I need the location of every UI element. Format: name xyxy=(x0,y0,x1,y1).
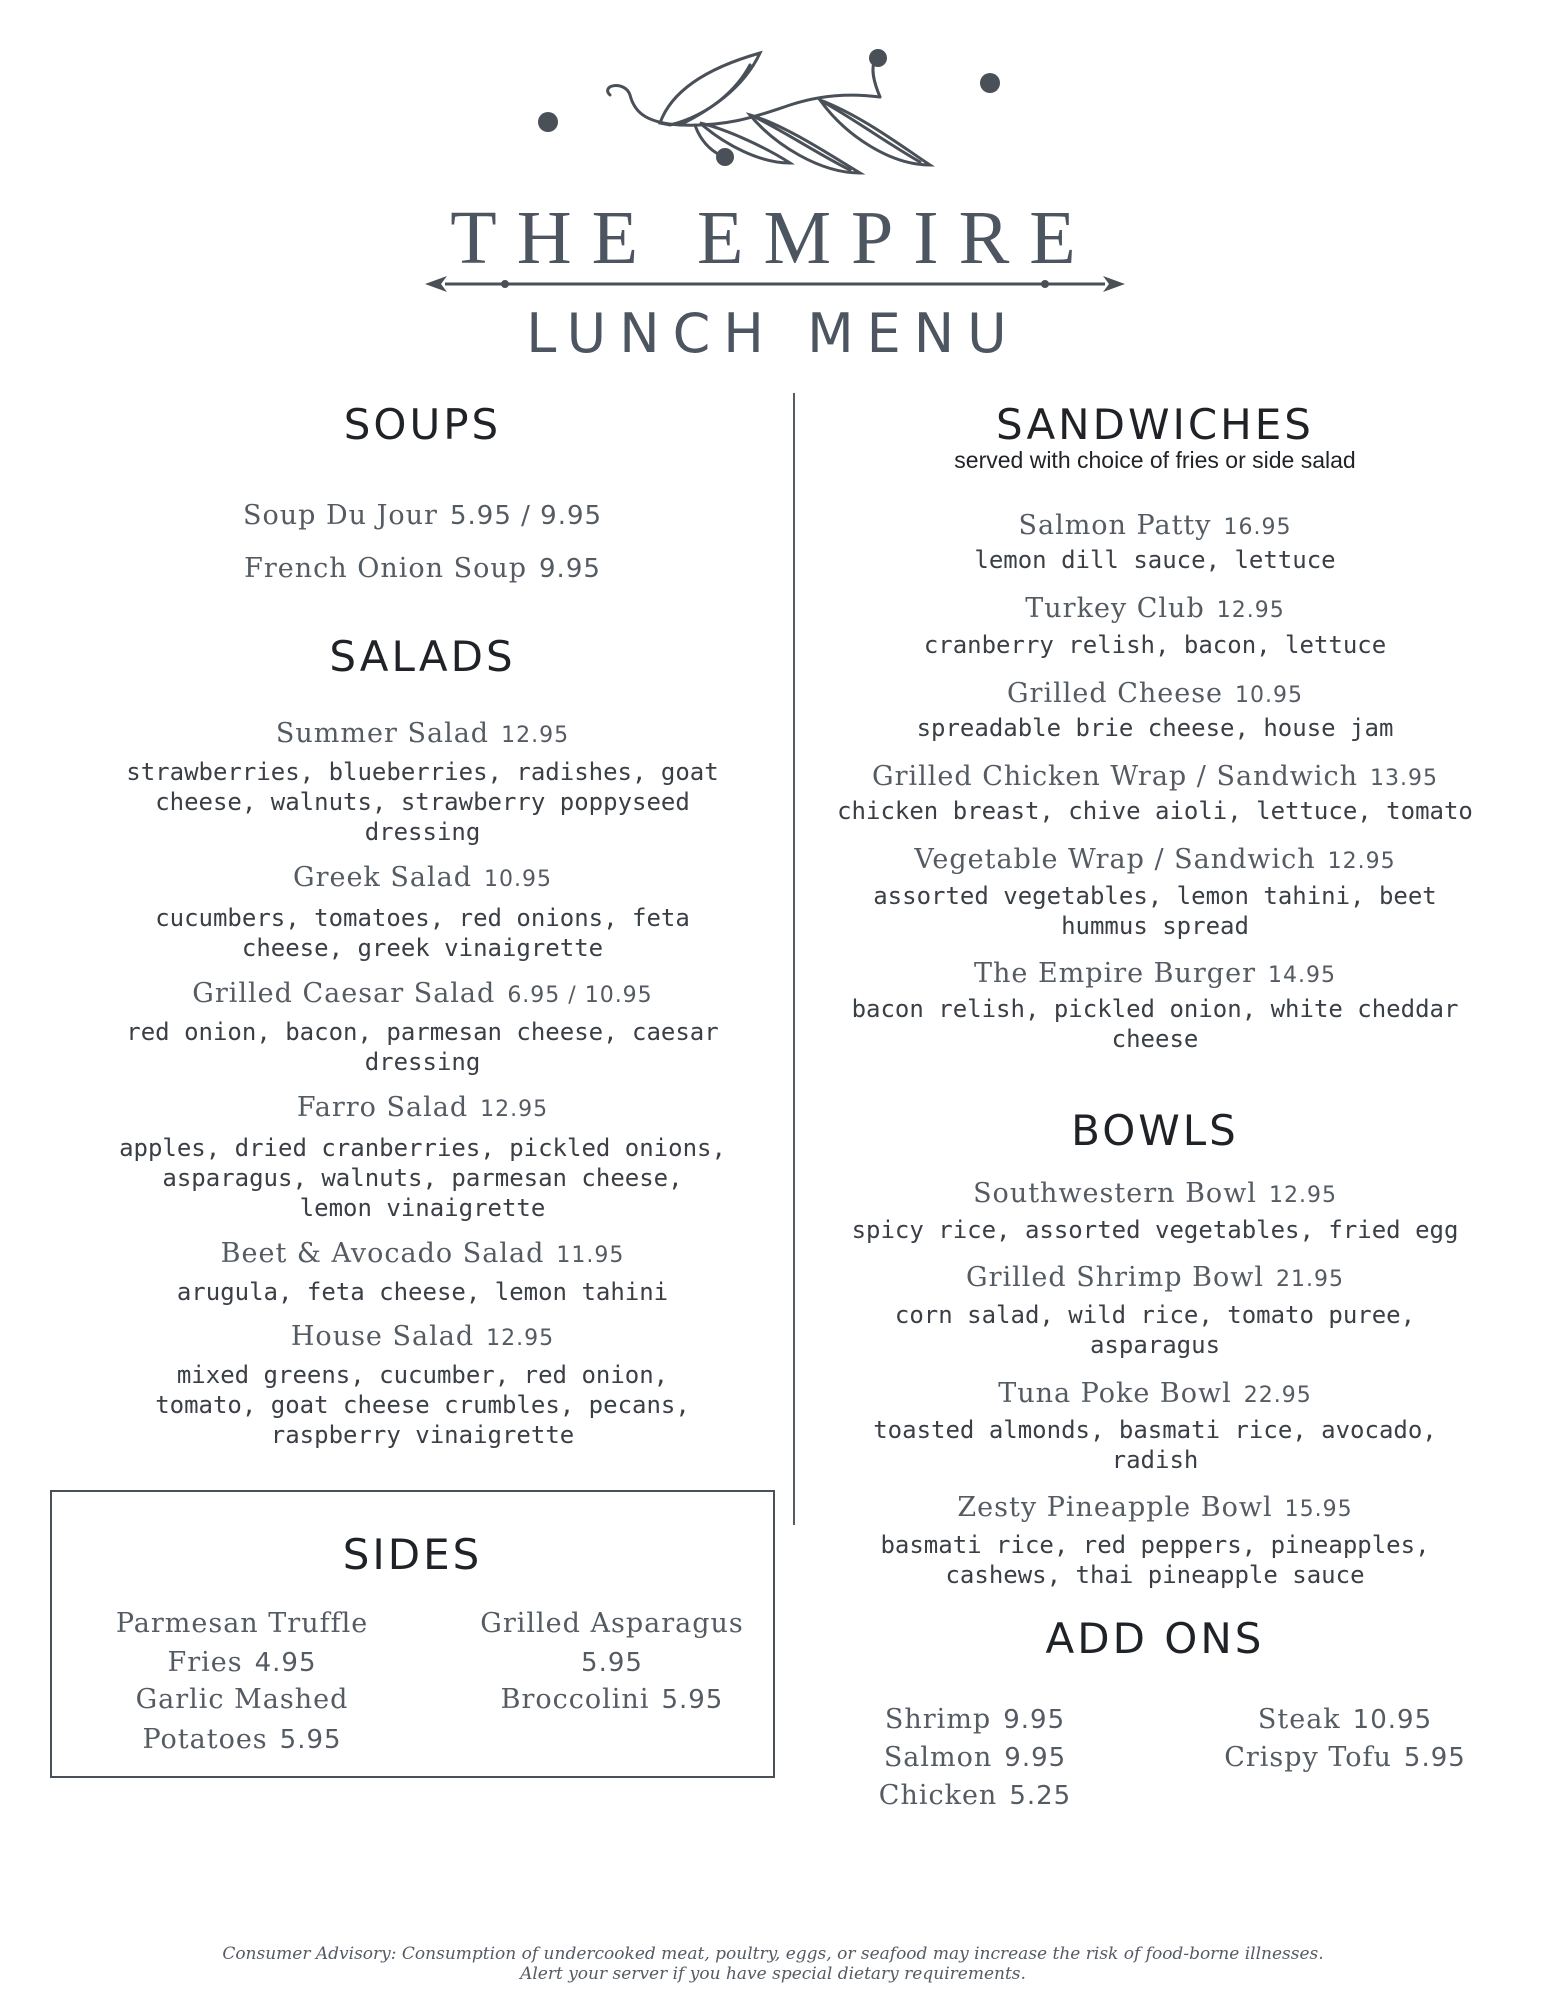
menu-item xyxy=(50,978,795,1009)
item-description xyxy=(800,796,1510,826)
description-line: cheese, walnuts, strawberry poppyseed xyxy=(155,788,690,816)
addon-price: 10.95 xyxy=(1352,1705,1433,1735)
menu-item xyxy=(800,844,1510,875)
description-line: dressing xyxy=(364,1048,481,1076)
menu-item xyxy=(800,1178,1510,1209)
menu-item xyxy=(800,958,1510,989)
menu-item xyxy=(50,718,795,749)
item-name: Greek Salad xyxy=(293,862,472,893)
description-line: corn salad, wild rice, tomato puree, xyxy=(894,1301,1416,1329)
addons-heading: ADD ONS xyxy=(1045,1614,1265,1663)
addon-item xyxy=(810,1704,1140,1735)
addon-price: 9.95 xyxy=(1003,1705,1066,1735)
item-description xyxy=(800,1215,1510,1245)
menu-item xyxy=(50,1321,795,1352)
item-price: 5.95 / 9.95 xyxy=(449,501,603,531)
brand-title: THE EMPIRE xyxy=(450,196,1096,280)
item-name: Farro Salad xyxy=(296,1092,469,1123)
side-item-name: Grilled Asparagus xyxy=(480,1608,744,1639)
addon-item xyxy=(1180,1742,1510,1773)
item-description xyxy=(50,1017,795,1077)
item-price: 10.95 xyxy=(1235,683,1304,708)
side-item xyxy=(67,1724,417,1755)
item-name: Grilled Chicken Wrap / Sandwich xyxy=(872,761,1358,792)
item-name: Tuna Poke Bowl xyxy=(998,1378,1232,1409)
item-name: Salmon Patty xyxy=(1018,510,1212,541)
addon-price: 5.95 xyxy=(1403,1743,1466,1773)
description-line: cashews, thai pineapple sauce xyxy=(945,1561,1365,1589)
item-name: Southwestern Bowl xyxy=(973,1178,1257,1209)
item-description xyxy=(50,903,795,963)
item-price: 12.95 xyxy=(501,723,570,748)
menu-item xyxy=(50,862,795,893)
olive-branch-icon xyxy=(520,45,1020,175)
item-price: 9.95 xyxy=(539,554,601,584)
item-price: 12.95 xyxy=(480,1097,549,1122)
menu-item xyxy=(800,1378,1510,1409)
menu-item xyxy=(800,1262,1510,1293)
description-line: tomato, goat cheese crumbles, pecans, xyxy=(155,1391,690,1419)
menu-item xyxy=(800,678,1510,709)
sides-heading: SIDES xyxy=(342,1530,483,1579)
item-price: 12.95 xyxy=(1327,849,1396,874)
addon-name: Salmon xyxy=(883,1742,993,1773)
addon-price: 5.25 xyxy=(1009,1781,1072,1811)
addon-name: Shrimp xyxy=(884,1704,992,1735)
menu-item xyxy=(800,593,1510,624)
side-item xyxy=(67,1647,417,1678)
menu-item xyxy=(800,510,1510,541)
menu-item xyxy=(50,1238,795,1269)
item-price: 21.95 xyxy=(1275,1267,1344,1292)
menu-subtitle: LUNCH MENU xyxy=(526,302,1020,365)
salads-heading: SALADS xyxy=(329,632,516,681)
description-line: cucumbers, tomatoes, red onions, feta xyxy=(155,904,690,932)
description-line: bacon relish, pickled onion, white cheddar xyxy=(851,995,1459,1023)
item-name: Soup Du Jour xyxy=(242,500,438,531)
description-line: dressing xyxy=(364,818,481,846)
item-price: 10.95 xyxy=(484,867,552,892)
item-price: 22.95 xyxy=(1243,1383,1312,1408)
side-item-price: 5.95 xyxy=(661,1685,724,1715)
addon-item xyxy=(810,1780,1140,1811)
bowls-heading: BOWLS xyxy=(1071,1106,1239,1155)
side-item-name: Parmesan Truffle xyxy=(115,1608,369,1639)
description-line: lemon dill sauce, lettuce xyxy=(974,546,1336,574)
sides-box xyxy=(50,1490,775,1778)
item-description xyxy=(50,1133,795,1223)
item-description xyxy=(50,757,795,847)
item-name: Turkey Club xyxy=(1025,593,1205,624)
addon-name: Steak xyxy=(1257,1704,1341,1735)
advisory-line: Consumer Advisory: Consumption of undercooked meat, poultry, eggs, or seafood may increase the risk of food-borne illnesses. xyxy=(222,1944,1324,1964)
item-name: Vegetable Wrap / Sandwich xyxy=(914,844,1316,875)
side-item-name: Garlic Mashed xyxy=(135,1684,349,1715)
item-price: 14.95 xyxy=(1267,963,1336,988)
item-name: Grilled Caesar Salad xyxy=(192,978,496,1009)
item-description xyxy=(800,1415,1510,1475)
side-item-name: Fries xyxy=(167,1647,243,1678)
description-line: apples, dried cranberries, pickled onions, xyxy=(119,1134,726,1162)
description-line: radish xyxy=(1111,1446,1199,1474)
description-line: basmati rice, red peppers, pineapples, xyxy=(880,1531,1430,1559)
item-description xyxy=(800,1530,1510,1590)
item-description xyxy=(50,1360,795,1450)
side-item-price-value: 5.95 xyxy=(581,1648,643,1678)
addon-item xyxy=(1180,1704,1510,1735)
item-price: 16.95 xyxy=(1223,515,1292,540)
item-price: 13.95 xyxy=(1369,766,1438,791)
soups-heading: SOUPS xyxy=(343,400,502,449)
menu-item xyxy=(800,761,1510,792)
description-line: mixed greens, cucumber, red onion, xyxy=(176,1361,669,1389)
item-name: Summer Salad xyxy=(275,718,490,749)
menu-item xyxy=(50,1092,795,1123)
item-description xyxy=(50,1277,795,1307)
item-description xyxy=(800,881,1510,941)
item-name: Grilled Cheese xyxy=(1006,678,1224,709)
item-name: The Empire Burger xyxy=(974,958,1256,989)
menu-item xyxy=(800,1492,1510,1523)
side-item-price xyxy=(452,1647,772,1678)
description-line: lemon vinaigrette xyxy=(299,1194,546,1222)
description-line: toasted almonds, basmati rice, avocado, xyxy=(873,1416,1437,1444)
item-price: 12.95 xyxy=(1216,598,1285,623)
description-line: asparagus, walnuts, parmesan cheese, xyxy=(162,1164,683,1192)
addon-item xyxy=(810,1742,1140,1773)
description-line: cranberry relish, bacon, lettuce xyxy=(923,631,1387,659)
addon-name: Crispy Tofu xyxy=(1224,1742,1392,1773)
side-item-name: Potatoes xyxy=(142,1724,268,1755)
description-line: chicken breast, chive aioli, lettuce, tomato xyxy=(837,797,1473,825)
menu-item xyxy=(50,500,795,531)
item-description xyxy=(800,713,1510,743)
description-line: asparagus xyxy=(1089,1331,1221,1359)
description-line: spicy rice, assorted vegetables, fried egg xyxy=(851,1216,1459,1244)
description-line: red onion, bacon, parmesan cheese, caesar xyxy=(126,1018,719,1046)
description-line: assorted vegetables, lemon tahini, beet xyxy=(873,882,1437,910)
item-name: Beet & Avocado Salad xyxy=(220,1238,545,1269)
description-line: cheese xyxy=(1111,1025,1199,1053)
item-name: French Onion Soup xyxy=(244,553,528,584)
sandwiches-note: served with choice of fries or side salad xyxy=(954,447,1356,473)
item-price: 6.95 / 10.95 xyxy=(507,983,653,1008)
description-line: raspberry vinaigrette xyxy=(270,1421,575,1449)
description-line: spreadable brie cheese, house jam xyxy=(916,714,1394,742)
item-name: House Salad xyxy=(290,1321,475,1352)
consumer-advisory xyxy=(0,1944,1546,1984)
side-item-price: 4.95 xyxy=(254,1648,317,1678)
item-price: 12.95 xyxy=(486,1326,555,1351)
description-line: hummus spread xyxy=(1061,912,1249,940)
item-description xyxy=(800,1300,1510,1360)
description-line: cheese, greek vinaigrette xyxy=(241,934,604,962)
sandwiches-heading: SANDWICHES xyxy=(996,400,1314,449)
item-price: 11.95 xyxy=(556,1243,625,1268)
advisory-line: Alert your server if you have special dietary requirements. xyxy=(520,1964,1026,1984)
item-description xyxy=(800,545,1510,575)
item-name: Zesty Pineapple Bowl xyxy=(957,1492,1273,1523)
item-description xyxy=(800,994,1510,1054)
addon-price: 9.95 xyxy=(1004,1743,1067,1773)
item-description xyxy=(800,630,1510,660)
description-line: strawberries, blueberries, radishes, goat xyxy=(126,758,719,786)
side-item-price: 5.95 xyxy=(279,1725,342,1755)
menu-item xyxy=(50,553,795,584)
description-line: arugula, feta cheese, lemon tahini xyxy=(176,1278,669,1306)
addon-name: Chicken xyxy=(878,1780,998,1811)
item-price: 15.95 xyxy=(1284,1497,1353,1522)
arrow-divider-icon xyxy=(425,272,1125,296)
side-item-name: Broccolini xyxy=(500,1684,650,1715)
side-item xyxy=(452,1684,772,1715)
item-name: Grilled Shrimp Bowl xyxy=(966,1262,1264,1293)
item-price: 12.95 xyxy=(1268,1183,1337,1208)
